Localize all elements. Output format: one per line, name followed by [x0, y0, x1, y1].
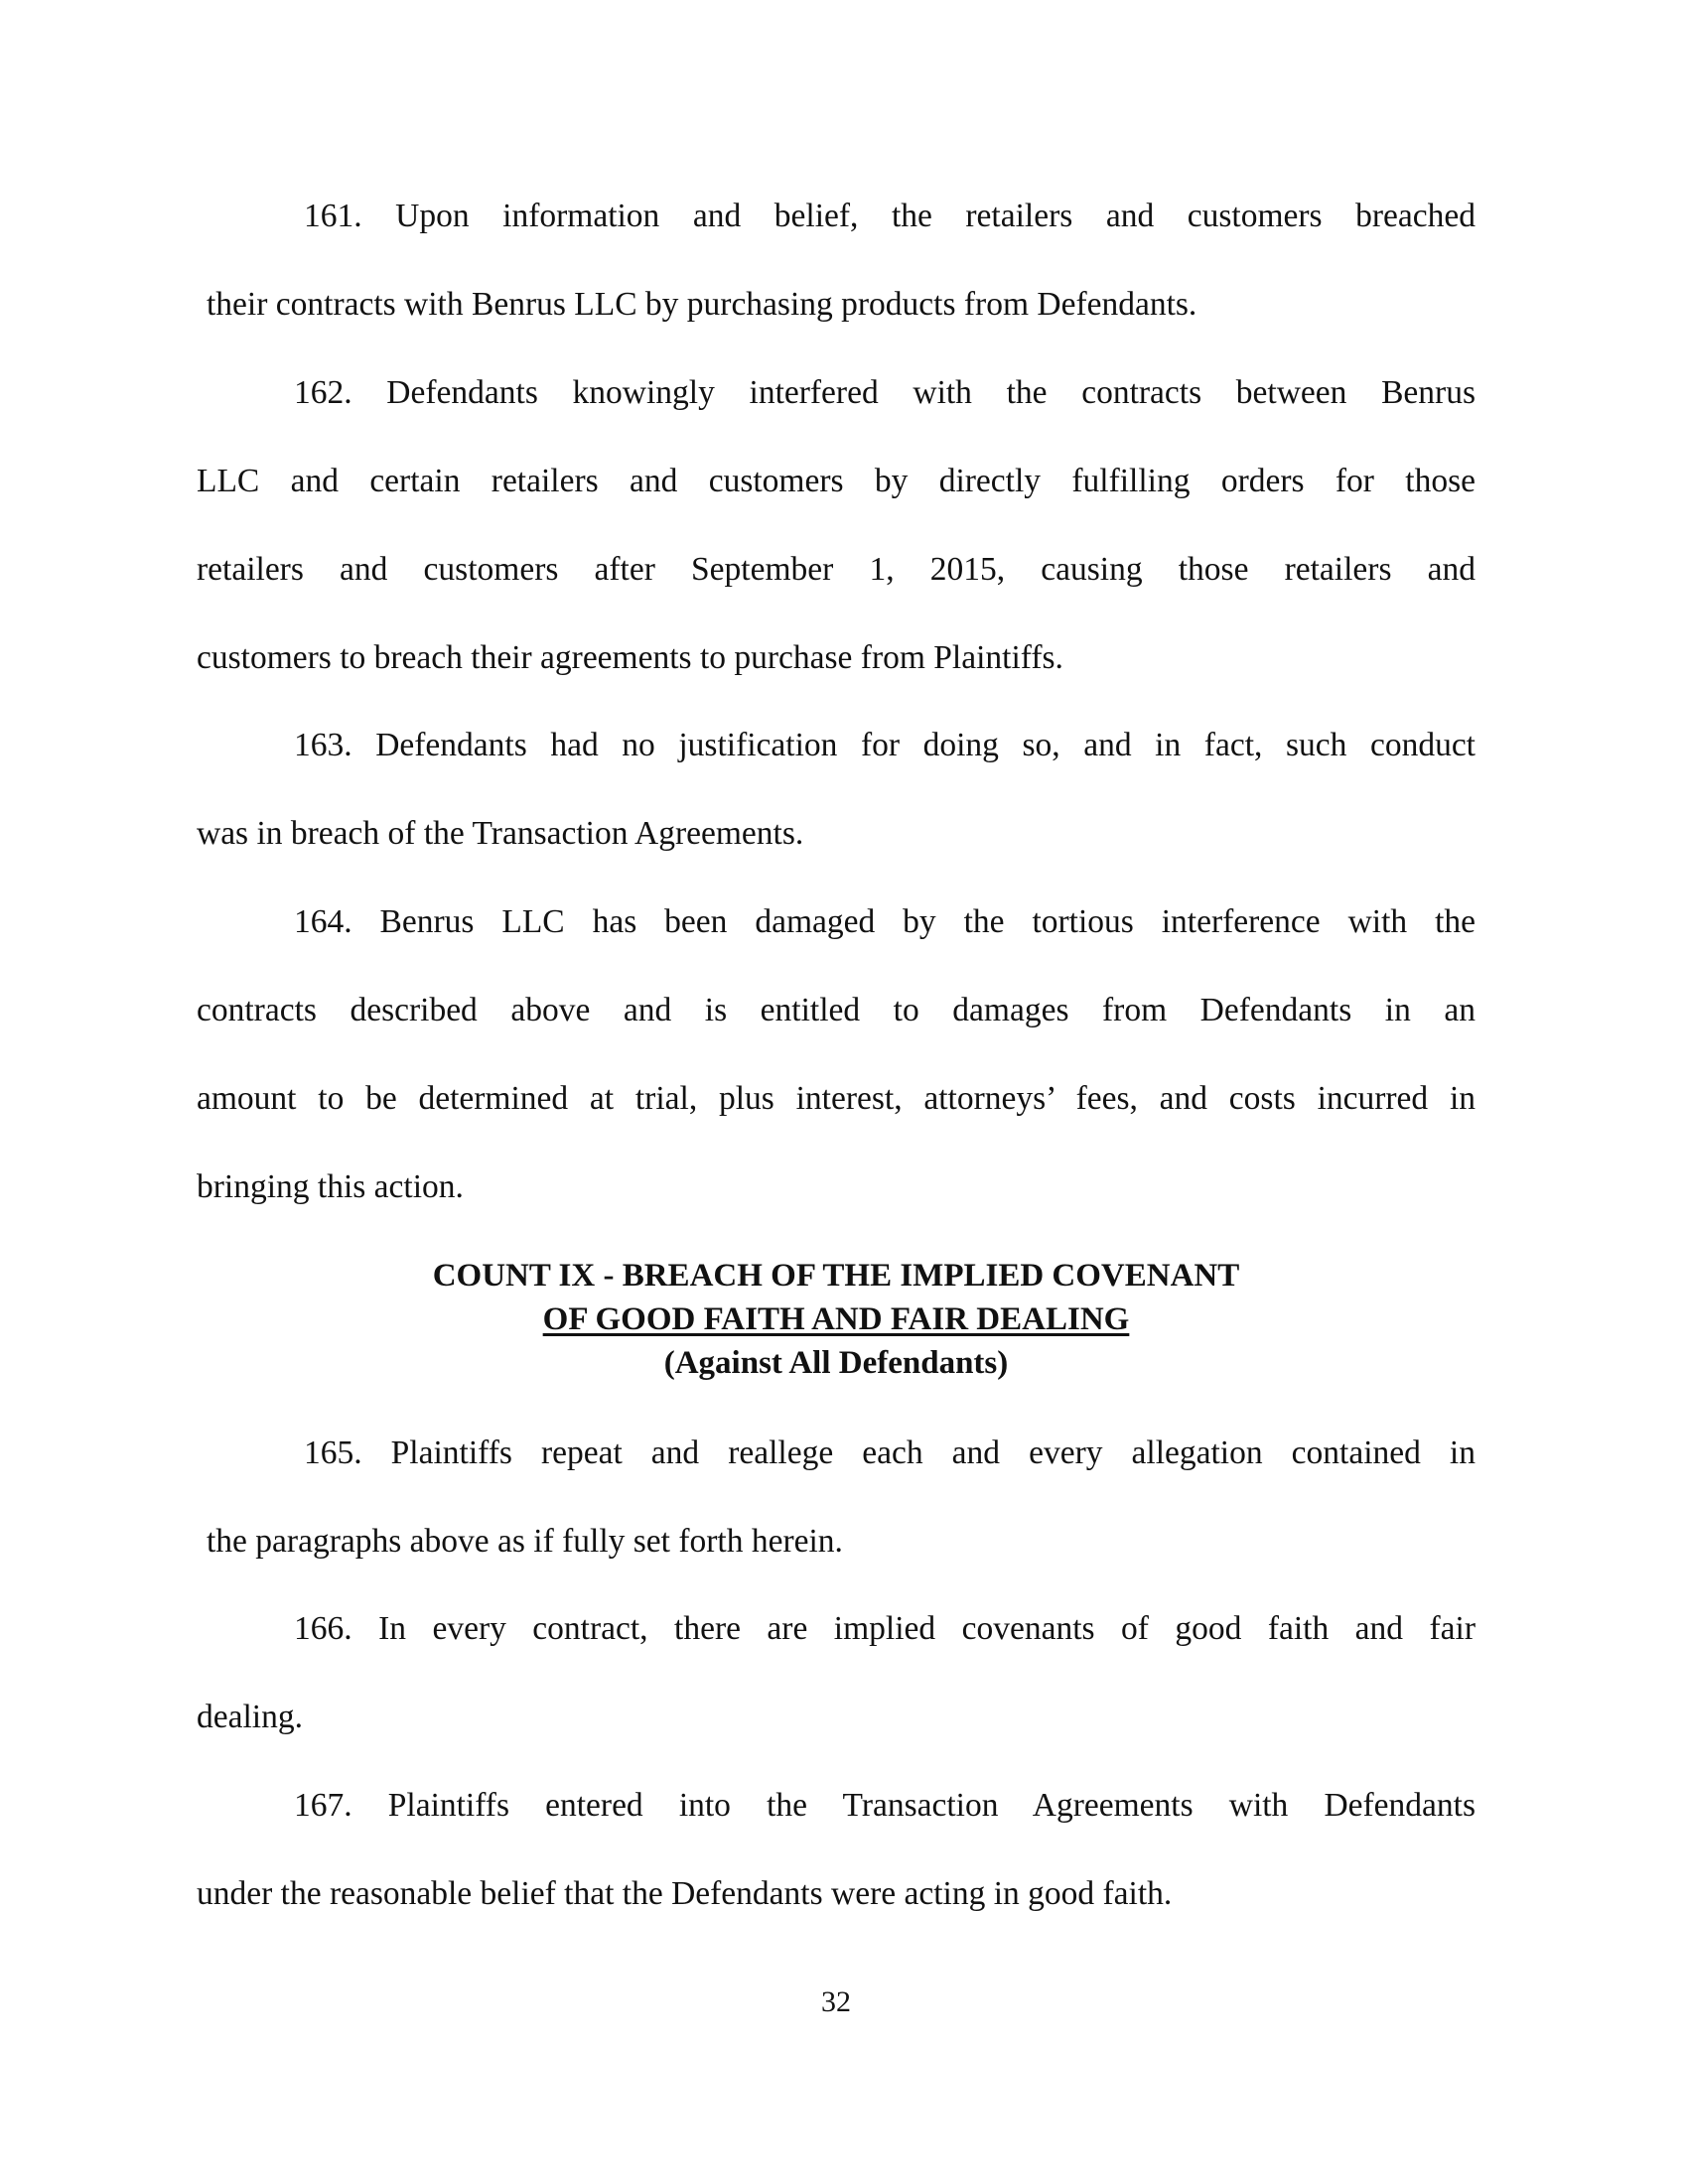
- count-heading-line-1: COUNT IX - BREACH OF THE IMPLIED COVENANT: [432, 1258, 1240, 1294]
- paragraph-163-line-1: 163. Defendants had no justification for doing so, and in fact, such conduct: [294, 727, 1476, 763]
- paragraph-167-line-2: under the reasonable belief that the Defendants were acting in good faith.: [197, 1875, 1173, 1912]
- paragraph-167-line-1: 167. Plaintiffs entered into the Transaction Agreements with Defendants: [294, 1787, 1476, 1824]
- paragraph-164-line-1: 164. Benrus LLC has been damaged by the tortious interference with the: [294, 903, 1476, 940]
- paragraph-164-line-4: bringing this action.: [197, 1168, 464, 1205]
- paragraph-166-line-2: dealing.: [197, 1699, 303, 1735]
- paragraph-163-line-2: was in breach of the Transaction Agreements.: [197, 815, 804, 852]
- page-number: 32: [821, 1985, 851, 2018]
- paragraph-164-line-3: amount to be determined at trial, plus interest, attorneys’ fees, and costs incurred in: [197, 1080, 1476, 1117]
- paragraph-162-line-3: retailers and customers after September 1, 2015, causing those retailers and: [197, 551, 1476, 588]
- paragraph-165-line-1: 165. Plaintiffs repeat and reallege each and every allegation contained in: [304, 1434, 1476, 1471]
- paragraph-161-line-1: 161. Upon information and belief, the retailers and customers breached: [304, 198, 1476, 234]
- count-heading-line-2: [197, 1297, 1476, 1341]
- count-heading-line-3: (Against All Defendants): [663, 1345, 1009, 1381]
- count-heading-underlined: OF GOOD FAITH AND FAIR DEALING: [542, 1301, 1130, 1337]
- paragraph-162-line-4: customers to breach their agreements to purchase from Plaintiffs.: [197, 639, 1063, 676]
- paragraph-164-line-2: contracts described above and is entitled to damages from Defendants in an: [197, 992, 1476, 1028]
- paragraph-162-line-2: LLC and certain retailers and customers by directly fulfilling orders for those: [197, 463, 1476, 499]
- paragraph-161-line-2: their contracts with Benrus LLC by purchasing products from Defendants.: [207, 286, 1197, 323]
- paragraph-162-line-1: 162. Defendants knowingly interfered with the contracts between Benrus: [294, 374, 1476, 411]
- paragraph-165-line-2: the paragraphs above as if fully set forth herein.: [207, 1523, 843, 1560]
- paragraph-166-line-1: 166. In every contract, there are implied covenants of good faith and fair: [294, 1610, 1476, 1647]
